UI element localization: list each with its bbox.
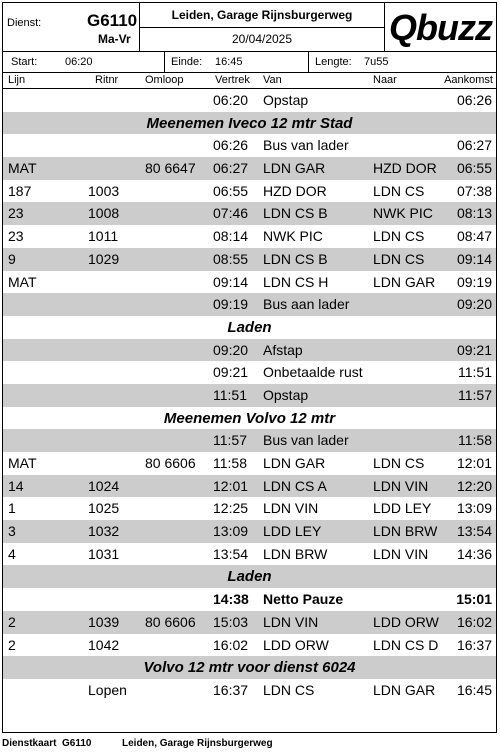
- start-cell: [3, 52, 165, 72]
- cell-vertrek: 12:01: [213, 477, 249, 494]
- section-title: Volvo 12 mtr voor dienst 6024: [143, 659, 356, 677]
- cell-aankomst: 06:27: [456, 137, 492, 154]
- cell-lijn: MAT: [8, 455, 37, 471]
- table-row: [3, 679, 496, 702]
- cell-naar: LDN BRW: [373, 523, 438, 540]
- cell-omloop: 80 6647: [145, 160, 196, 177]
- table-row: [3, 271, 496, 294]
- table-row: [3, 225, 496, 248]
- cell-aankomst: 12:20: [456, 477, 492, 494]
- cell-vertrek: 07:46: [213, 205, 249, 222]
- cell-van: LDN VIN: [263, 500, 319, 517]
- col-vertrek: Vertrek: [215, 74, 250, 86]
- cell-van: Bus van lader: [263, 137, 349, 154]
- cell-lijn: MAT: [8, 160, 37, 177]
- cell-naar: LDD ORW: [373, 613, 439, 630]
- cell-ritnr: 1011: [88, 228, 119, 245]
- cell-vertrek: 06:26: [213, 137, 249, 154]
- section-row: [3, 112, 496, 135]
- col-lijn: Lijn: [8, 74, 26, 86]
- cell-van: LDN CS H: [263, 273, 329, 290]
- cell-naar: LDN CS: [373, 250, 425, 267]
- qbuzz-logo: Qbuzz: [385, 3, 496, 52]
- section-title: Laden: [227, 318, 272, 336]
- cell-van: Opstap: [263, 92, 309, 108]
- table-row: [3, 475, 496, 498]
- cell-ritnr: Lopen: [88, 681, 127, 698]
- cell-aankomst: 13:54: [456, 523, 492, 540]
- cell-vertrek: 16:37: [213, 681, 249, 698]
- cell-lijn: 3: [8, 523, 16, 540]
- cell-van: Onbetaalde rust: [263, 364, 363, 381]
- lengte-label: Lengte:: [315, 56, 352, 68]
- cell-aankomst: 16:37: [456, 636, 492, 653]
- cell-naar: LDN CS: [373, 228, 425, 245]
- start-value: 06:20: [65, 56, 93, 68]
- section-title: Meenemen Volvo 12 mtr: [163, 409, 336, 427]
- service-card: [2, 2, 497, 733]
- cell-van: Opstap: [263, 386, 309, 403]
- cell-vertrek: 06:55: [213, 182, 249, 199]
- cell-ritnr: 1032: [88, 523, 120, 540]
- dienst-days: Ma-Vr: [98, 32, 131, 46]
- cell-lijn: 9: [8, 250, 16, 267]
- cell-van: NWK PIC: [263, 228, 323, 245]
- schedule-table: [3, 89, 496, 702]
- dienst-label: Dienst:: [7, 17, 42, 29]
- section-title: Laden: [227, 568, 272, 586]
- table-row: [3, 248, 496, 271]
- cell-vertrek: 11:57: [213, 432, 247, 449]
- table-row: [3, 384, 496, 407]
- table-row: [3, 611, 496, 634]
- cell-naar: LDN GAR: [373, 681, 436, 698]
- cell-lijn: 1: [8, 500, 16, 517]
- start-label: Start:: [11, 56, 38, 68]
- cell-aankomst: 13:09: [456, 500, 492, 517]
- col-aankomst: Aankomst: [444, 74, 493, 86]
- section-row: [3, 316, 496, 339]
- cell-vertrek: 15:03: [213, 613, 249, 630]
- cell-van: LDN CS B: [263, 250, 328, 267]
- table-row: [3, 452, 496, 475]
- cell-aankomst: 09:21: [456, 341, 492, 358]
- cell-van: LDN CS: [263, 681, 315, 698]
- cell-lijn: 23: [8, 205, 24, 222]
- cell-vertrek: 06:20: [213, 92, 249, 108]
- cell-aankomst: 06:26: [456, 92, 492, 108]
- einde-cell: [165, 52, 309, 72]
- times-bar: [3, 52, 496, 73]
- col-van: Van: [263, 74, 282, 86]
- cell-lijn: 2: [8, 636, 16, 653]
- cell-aankomst: 11:57: [458, 386, 492, 403]
- cell-ritnr: 1003: [88, 182, 120, 199]
- service-date: 20/04/2025: [140, 28, 385, 52]
- cell-vertrek: 09:20: [213, 341, 249, 358]
- table-row: [3, 202, 496, 225]
- cell-naar: LDN CS D: [373, 636, 439, 653]
- cell-aankomst: 07:38: [456, 182, 492, 199]
- cell-van: LDN CS A: [263, 477, 327, 494]
- cell-vertrek: 13:54: [213, 545, 249, 562]
- cell-vertrek: 13:09: [213, 523, 249, 540]
- section-row: [3, 407, 496, 430]
- cell-vertrek: 09:19: [213, 296, 249, 313]
- table-row: [3, 634, 496, 657]
- lengte-value: 7u55: [364, 56, 389, 68]
- footer-label: Dienstkaart: [2, 738, 57, 749]
- cell-vertrek: 06:27: [213, 160, 249, 177]
- cell-lijn: 187: [8, 182, 32, 199]
- cell-aankomst: 16:45: [456, 681, 492, 698]
- cell-lijn: 23: [8, 228, 24, 245]
- table-row: [3, 543, 496, 566]
- cell-vertrek: 11:51: [213, 386, 247, 403]
- cell-ritnr: 1039: [88, 613, 120, 630]
- section-row: [3, 656, 496, 679]
- cell-aankomst: 14:36: [456, 545, 492, 562]
- cell-lijn: 14: [8, 477, 24, 494]
- footer-dienst: G6110: [62, 738, 92, 749]
- cell-van: Bus van lader: [263, 432, 349, 449]
- cell-omloop: 80 6606: [145, 613, 196, 630]
- cell-aankomst: 15:01: [456, 591, 492, 608]
- cell-vertrek: 14:38: [213, 591, 249, 608]
- cell-naar: LDN VIN: [373, 545, 429, 562]
- cell-van: LDN VIN: [263, 613, 319, 630]
- dienst-box: [3, 3, 140, 52]
- cell-aankomst: 09:20: [456, 296, 492, 313]
- cell-van: LDN CS B: [263, 205, 328, 222]
- cell-van: LDN BRW: [263, 545, 328, 562]
- cell-aankomst: 08:47: [456, 228, 492, 245]
- cell-naar: LDD LEY: [373, 500, 432, 517]
- section-title: Meenemen Iveco 12 mtr Stad: [146, 114, 353, 132]
- lengte-cell: [309, 52, 496, 72]
- table-row: [3, 180, 496, 203]
- cell-van: LDN GAR: [263, 160, 326, 177]
- cell-naar: HZD DOR: [373, 160, 437, 177]
- cell-van: LDN GAR: [263, 455, 326, 471]
- table-row: [3, 157, 496, 180]
- cell-van: LDD ORW: [263, 636, 329, 653]
- column-headers: [3, 73, 496, 89]
- cell-vertrek: 16:02: [213, 636, 249, 653]
- einde-label: Einde:: [171, 56, 203, 68]
- cell-aankomst: 06:55: [456, 160, 492, 177]
- table-row: [3, 429, 496, 452]
- cell-vertrek: 09:14: [213, 273, 249, 290]
- cell-lijn: 2: [8, 613, 16, 630]
- cell-vertrek: 08:14: [213, 228, 249, 245]
- cell-ritnr: 1008: [88, 205, 120, 222]
- cell-ritnr: 1031: [88, 545, 120, 562]
- table-row: [3, 361, 496, 384]
- table-row: [3, 339, 496, 362]
- cell-vertrek: 12:25: [213, 500, 249, 517]
- cell-ritnr: 1029: [88, 250, 120, 267]
- table-row: [3, 497, 496, 520]
- cell-aankomst: 16:02: [456, 613, 492, 630]
- cell-naar: NWK PIC: [373, 205, 433, 222]
- cell-vertrek: 11:58: [213, 455, 247, 471]
- cell-naar: LDN CS: [373, 455, 425, 471]
- table-row: [3, 293, 496, 316]
- cell-ritnr: 1024: [88, 477, 120, 494]
- cell-ritnr: 1042: [88, 636, 120, 653]
- section-row: [3, 565, 496, 588]
- cell-aankomst: 08:13: [456, 205, 492, 222]
- cell-vertrek: 09:21: [213, 364, 249, 381]
- table-row: [3, 89, 496, 112]
- cell-naar: LDN CS: [373, 182, 425, 199]
- cell-aankomst: 11:58: [458, 432, 492, 449]
- cell-naar: LDN VIN: [373, 477, 429, 494]
- cell-van: Afstap: [263, 341, 303, 358]
- cell-van: Bus aan lader: [263, 296, 350, 313]
- cell-ritnr: 1025: [88, 500, 120, 517]
- cell-aankomst: 09:19: [456, 273, 492, 290]
- cell-van: LDD LEY: [263, 523, 322, 540]
- table-row: [3, 588, 496, 611]
- col-omloop: Omloop: [145, 74, 184, 86]
- cell-aankomst: 11:51: [458, 364, 492, 381]
- cell-omloop: 80 6606: [145, 455, 196, 471]
- cell-lijn: MAT: [8, 273, 37, 290]
- cell-lijn: 4: [8, 545, 16, 562]
- cell-van: Netto Pauze: [263, 591, 344, 608]
- cell-vertrek: 08:55: [213, 250, 249, 267]
- einde-value: 16:45: [215, 56, 243, 68]
- col-ritnr: Ritnr: [95, 74, 119, 86]
- table-row: [3, 520, 496, 543]
- col-naar: Naar: [373, 74, 397, 86]
- location-title: Leiden, Garage Rijnsburgerweg: [140, 3, 385, 28]
- cell-naar: LDN GAR: [373, 273, 436, 290]
- footer-location: Leiden, Garage Rijnsburgerweg: [122, 738, 273, 749]
- cell-van: HZD DOR: [263, 182, 327, 199]
- cell-aankomst: 09:14: [456, 250, 492, 267]
- table-row: [3, 134, 496, 157]
- cell-aankomst: 12:01: [456, 455, 492, 471]
- dienst-number: G6110: [87, 11, 138, 30]
